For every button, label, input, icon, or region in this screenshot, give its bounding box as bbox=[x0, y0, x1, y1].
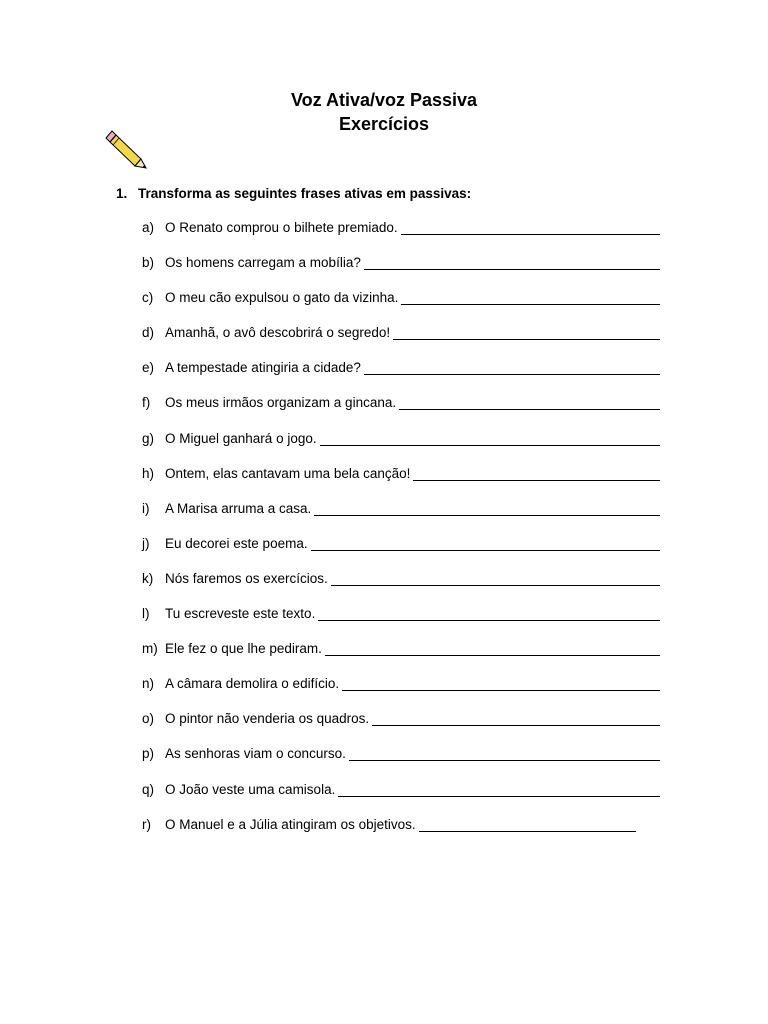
list-item bbox=[142, 781, 662, 816]
item-letter: i) bbox=[142, 500, 150, 516]
item-letter: a) bbox=[142, 220, 155, 235]
answer-blank[interactable] bbox=[393, 324, 660, 340]
title-line-1: Voz Ativa/voz Passiva bbox=[290, 90, 478, 110]
item-sentence: Eu decorei este poema. bbox=[165, 535, 308, 551]
item-sentence: O Manuel e a Júlia atingiram os objetivos. bbox=[165, 816, 416, 832]
answer-blank[interactable] bbox=[320, 430, 660, 446]
list-item bbox=[142, 675, 662, 710]
item-letter: l) bbox=[142, 606, 150, 622]
answer-blank[interactable] bbox=[401, 219, 660, 235]
title-line-2: Exercícios bbox=[338, 114, 430, 134]
item-sentence: Ontem, elas cantavam uma bela canção! bbox=[165, 465, 411, 481]
answer-blank[interactable] bbox=[413, 465, 660, 481]
item-letter: p) bbox=[142, 746, 155, 762]
answer-blank[interactable] bbox=[364, 359, 660, 375]
answer-blank[interactable] bbox=[372, 710, 660, 726]
item-sentence: A tempestade atingiria a cidade? bbox=[165, 360, 361, 376]
worksheet-title bbox=[0, 88, 768, 136]
item-letter: m) bbox=[142, 641, 158, 657]
item-sentence: Tu escreveste este texto. bbox=[165, 606, 316, 622]
answer-blank[interactable] bbox=[419, 816, 636, 832]
answer-blank[interactable] bbox=[318, 605, 660, 621]
exercise-list bbox=[142, 219, 662, 851]
item-letter: f) bbox=[142, 395, 151, 411]
item-sentence: O pintor não venderia os quadros. bbox=[165, 711, 370, 727]
item-letter: d) bbox=[142, 325, 155, 341]
item-letter: o) bbox=[142, 711, 155, 727]
answer-blank[interactable] bbox=[364, 254, 660, 270]
list-item bbox=[142, 605, 662, 640]
answer-blank[interactable] bbox=[401, 289, 660, 305]
list-item bbox=[142, 219, 662, 254]
question-1 bbox=[116, 186, 471, 201]
list-item bbox=[142, 570, 662, 605]
list-item bbox=[142, 816, 662, 851]
list-item bbox=[142, 359, 662, 394]
item-sentence: Ele fez o que lhe pediram. bbox=[165, 641, 322, 657]
item-sentence: O Renato comprou o bilhete premiado. bbox=[165, 220, 398, 235]
item-letter: r) bbox=[142, 816, 151, 832]
pencil-icon bbox=[103, 130, 149, 170]
answer-blank[interactable] bbox=[342, 675, 660, 691]
list-item bbox=[142, 324, 662, 359]
item-sentence: Os homens carregam a mobília? bbox=[165, 255, 361, 271]
item-letter: e) bbox=[142, 360, 155, 376]
item-letter: k) bbox=[142, 570, 154, 586]
answer-blank[interactable] bbox=[349, 745, 660, 761]
item-sentence: O Miguel ganhará o jogo. bbox=[165, 430, 317, 446]
item-sentence: O meu cão expulsou o gato da vizinha. bbox=[165, 290, 399, 306]
list-item bbox=[142, 289, 662, 324]
item-letter: j) bbox=[142, 535, 150, 551]
item-letter: c) bbox=[142, 290, 154, 306]
item-sentence: As senhoras viam o concurso. bbox=[165, 746, 346, 762]
list-item bbox=[142, 710, 662, 745]
item-sentence: Os meus irmãos organizam a gincana. bbox=[165, 395, 397, 411]
item-letter: q) bbox=[142, 781, 155, 797]
answer-blank[interactable] bbox=[331, 570, 660, 586]
answer-blank[interactable] bbox=[311, 535, 660, 551]
list-item bbox=[142, 254, 662, 289]
item-letter: b) bbox=[142, 255, 155, 271]
item-sentence: Nós faremos os exercícios. bbox=[165, 570, 328, 586]
list-item bbox=[142, 640, 662, 675]
answer-blank[interactable] bbox=[325, 640, 660, 656]
answer-blank[interactable] bbox=[314, 500, 660, 516]
item-letter: n) bbox=[142, 676, 155, 692]
list-item bbox=[142, 394, 662, 429]
list-item bbox=[142, 500, 662, 535]
item-letter: g) bbox=[142, 430, 155, 446]
list-item bbox=[142, 430, 662, 465]
list-item bbox=[142, 535, 662, 570]
item-sentence: A Marisa arruma a casa. bbox=[165, 500, 312, 516]
item-sentence: O João veste uma camisola. bbox=[165, 781, 336, 797]
question-text: Transforma as seguintes frases ativas em passivas: bbox=[138, 186, 472, 201]
answer-blank[interactable] bbox=[399, 394, 660, 410]
list-item bbox=[142, 745, 662, 780]
question-number: 1. bbox=[116, 186, 128, 201]
item-sentence: Amanhã, o avô descobrirá o segredo! bbox=[165, 325, 391, 341]
answer-blank[interactable] bbox=[338, 781, 660, 797]
list-item bbox=[142, 465, 662, 500]
item-letter: h) bbox=[142, 465, 155, 481]
item-sentence: A câmara demolira o edifício. bbox=[165, 676, 340, 692]
